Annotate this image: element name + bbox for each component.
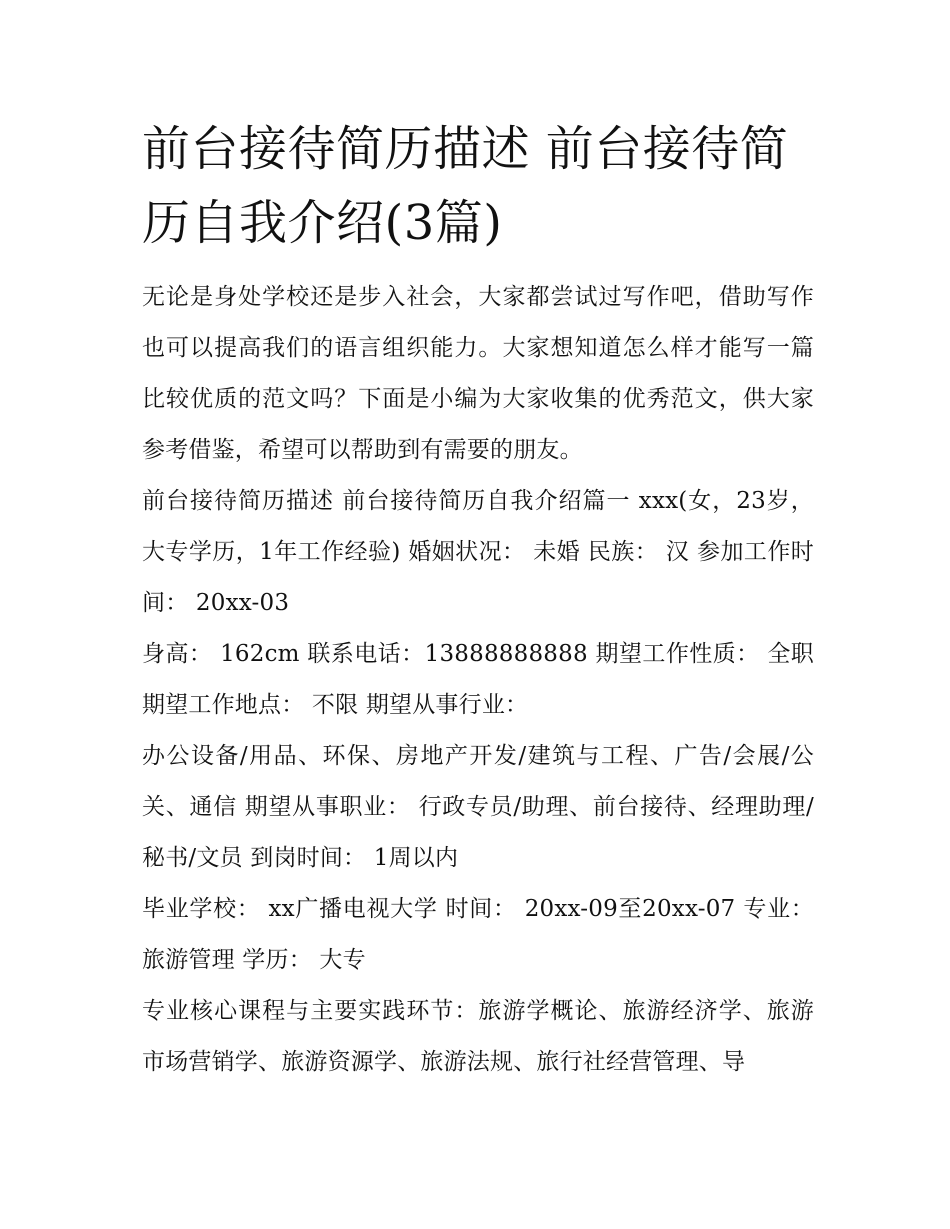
- paragraph-core-courses: 专业核心课程与主要实践环节：旅游学概论、旅游经济学、旅游市场营销学、旅游资源学、旅游法规、旅行社经营管理、导: [142, 998, 814, 1075]
- document-body: [142, 272, 814, 1088]
- paragraph-industry-position: 办公设备/用品、环保、房地产开发/建筑与工程、广告/会展/公关、通信 期望从事职业： 行政专员/助理、前台接待、经理助理/秘书/文员 到岗时间： 1周以内: [142, 743, 814, 871]
- document-page: [142, 112, 814, 1088]
- paragraph-contact-expectation: 身高： 162cm 联系电话：13888888888 期望工作性质： 全职 期望工作地点： 不限 期望从事行业：: [142, 641, 814, 718]
- document-title: 前台接待简历描述 前台接待简历自我介绍(3篇): [142, 121, 789, 251]
- paragraph-basic-info: 前台接待简历描述 前台接待简历自我介绍篇一 xxx(女，23岁，大专学历，1年工作经验) 婚姻状况： 未婚 民族： 汉 参加工作时间： 20xx-03: [142, 488, 814, 616]
- paragraph-education: 毕业学校： xx广播电视大学 时间： 20xx-09至20xx-07 专业： 旅游管理 学历： 大专: [142, 896, 814, 973]
- paragraph-intro: 无论是身处学校还是步入社会，大家都尝试过写作吧，借助写作也可以提高我们的语言组织能力。大家想知道怎么样才能写一篇比较优质的范文吗？下面是小编为大家收集的优秀范文，供大家参考借鉴，希望可以帮助到有需要的朋友。: [142, 284, 814, 463]
